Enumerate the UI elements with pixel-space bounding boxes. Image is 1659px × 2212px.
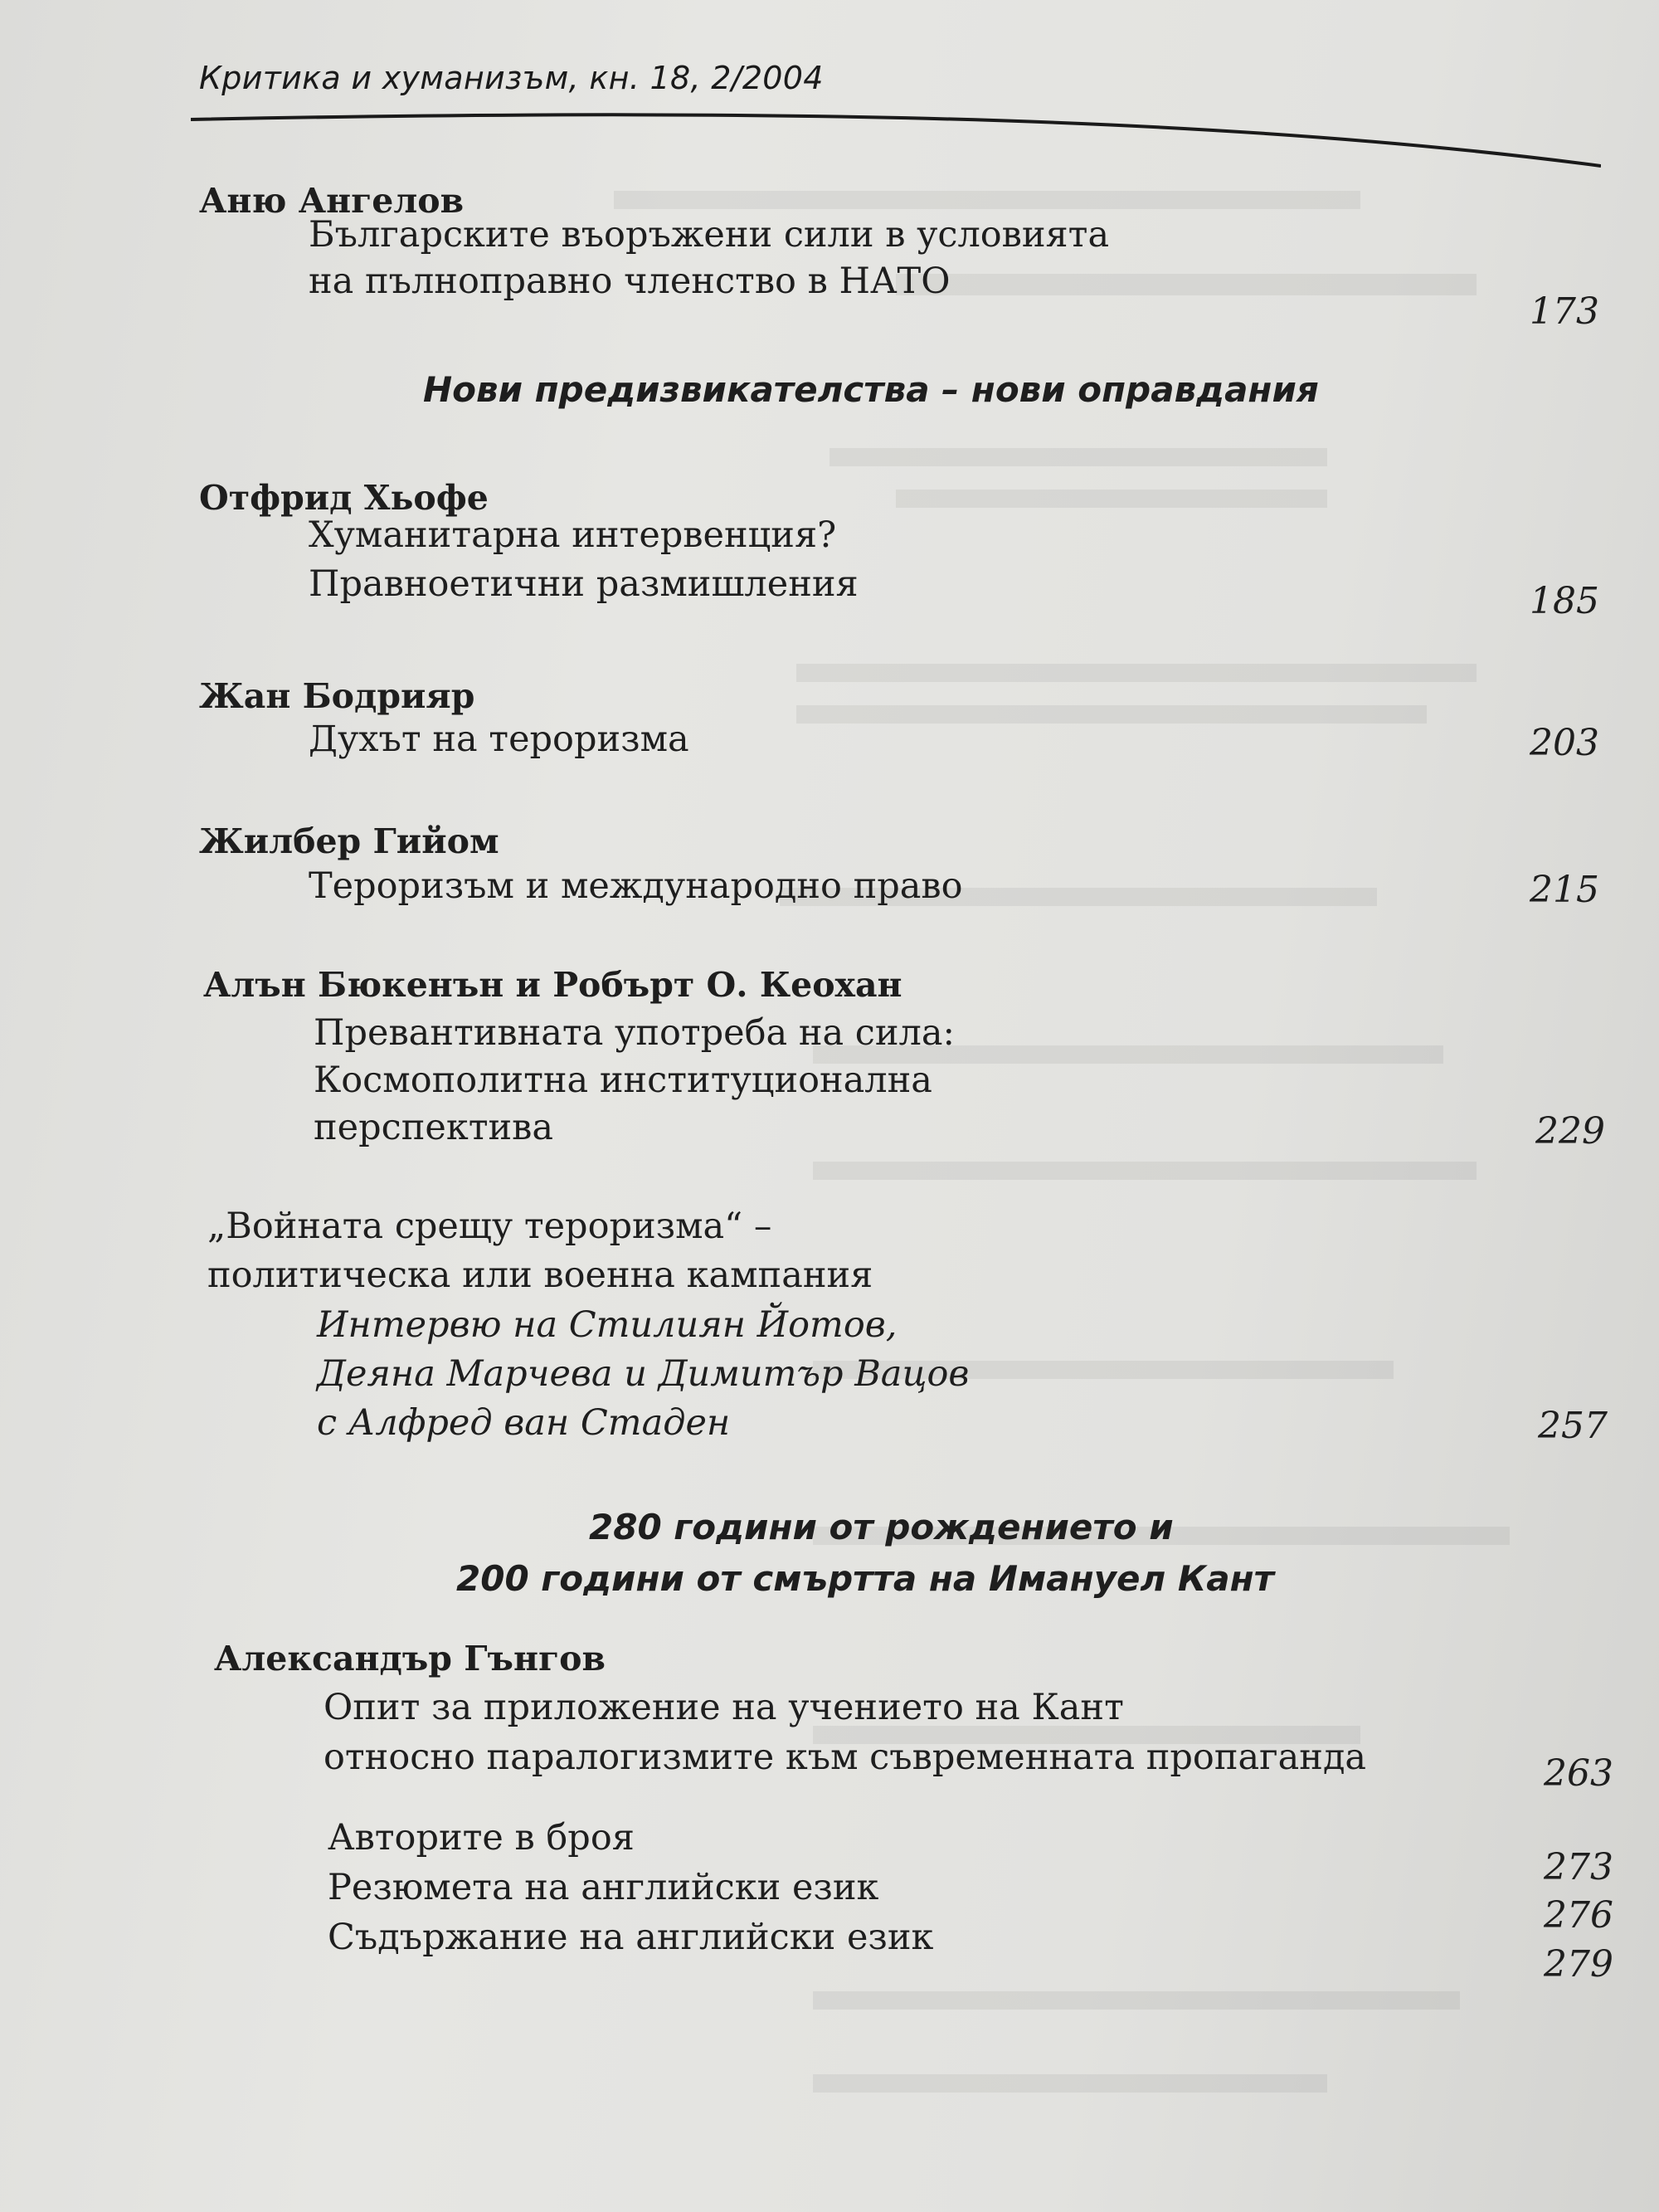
toc-title-line: Превантивната употреба на сила: <box>314 1012 955 1054</box>
toc-title-line: Тероризъм и международно право <box>309 865 963 907</box>
toc-author: Жан Бодрияр <box>199 676 475 716</box>
toc-page-number: 273 <box>1544 1846 1613 1888</box>
toc-title-line: Космополитна институционална <box>314 1060 932 1101</box>
toc-title-line: „Войната срещу тероризма“ – <box>207 1206 772 1247</box>
toc-title-line: политическа или военна кампания <box>207 1255 873 1296</box>
toc-interview-credit: Интервю на Стилиян Йотов, <box>317 1304 898 1346</box>
running-header: Критика и хуманизъм, кн. 18, 2/2004 <box>199 60 824 96</box>
toc-author: Александър Гънгов <box>214 1639 606 1678</box>
toc-page-number: 215 <box>1530 869 1599 911</box>
toc-title-line: Резюмета на английски език <box>328 1867 879 1908</box>
toc-title-line: Правноетични размишления <box>309 563 859 605</box>
toc-author: Жилбер Гийом <box>199 821 499 861</box>
toc-title-line: Съдържание на английски език <box>328 1917 934 1958</box>
toc-page-number: 185 <box>1530 580 1599 622</box>
toc-page-number: 203 <box>1530 722 1599 764</box>
header-rule <box>191 108 1601 174</box>
toc-title-line: Духът на тероризма <box>309 719 689 760</box>
toc-section-heading: Нови предизвикателства – нови оправдания <box>423 369 1319 410</box>
toc-section-heading: 280 години от рождението и <box>589 1507 1174 1547</box>
toc-page-number: 257 <box>1538 1405 1608 1447</box>
toc-author: Отфрид Хьофе <box>199 478 489 518</box>
toc-interview-credit: Деяна Марчева и Димитър Вацов <box>317 1353 970 1395</box>
toc-title-line: Хуманитарна интервенция? <box>309 514 837 556</box>
toc-author: Аню Ангелов <box>199 181 465 221</box>
toc-page-number: 229 <box>1535 1110 1605 1152</box>
toc-section-heading: 200 години от смъртта на Имануел Кант <box>456 1558 1274 1599</box>
toc-title-line: Авторите в броя <box>328 1817 635 1859</box>
toc-author: Алън Бюкенън и Робърт О. Кеохан <box>203 965 902 1005</box>
toc-page-number: 263 <box>1544 1752 1613 1795</box>
toc-page-number: 173 <box>1530 290 1599 333</box>
toc-title-line: Опит за приложение на учението на Кант <box>324 1687 1124 1728</box>
toc-page-number: 276 <box>1544 1894 1613 1937</box>
toc-title-line: относно паралогизмите към съвременната пропаганда <box>324 1737 1367 1778</box>
toc-title-line: Българските въоръжени сили в условията <box>309 214 1110 256</box>
toc-title-line: на пълноправно членство в НАТО <box>309 261 951 302</box>
toc-interview-credit: с Алфред ван Стаден <box>317 1402 731 1444</box>
toc-title-line: перспектива <box>314 1107 553 1148</box>
toc-page-number: 279 <box>1544 1943 1613 1985</box>
